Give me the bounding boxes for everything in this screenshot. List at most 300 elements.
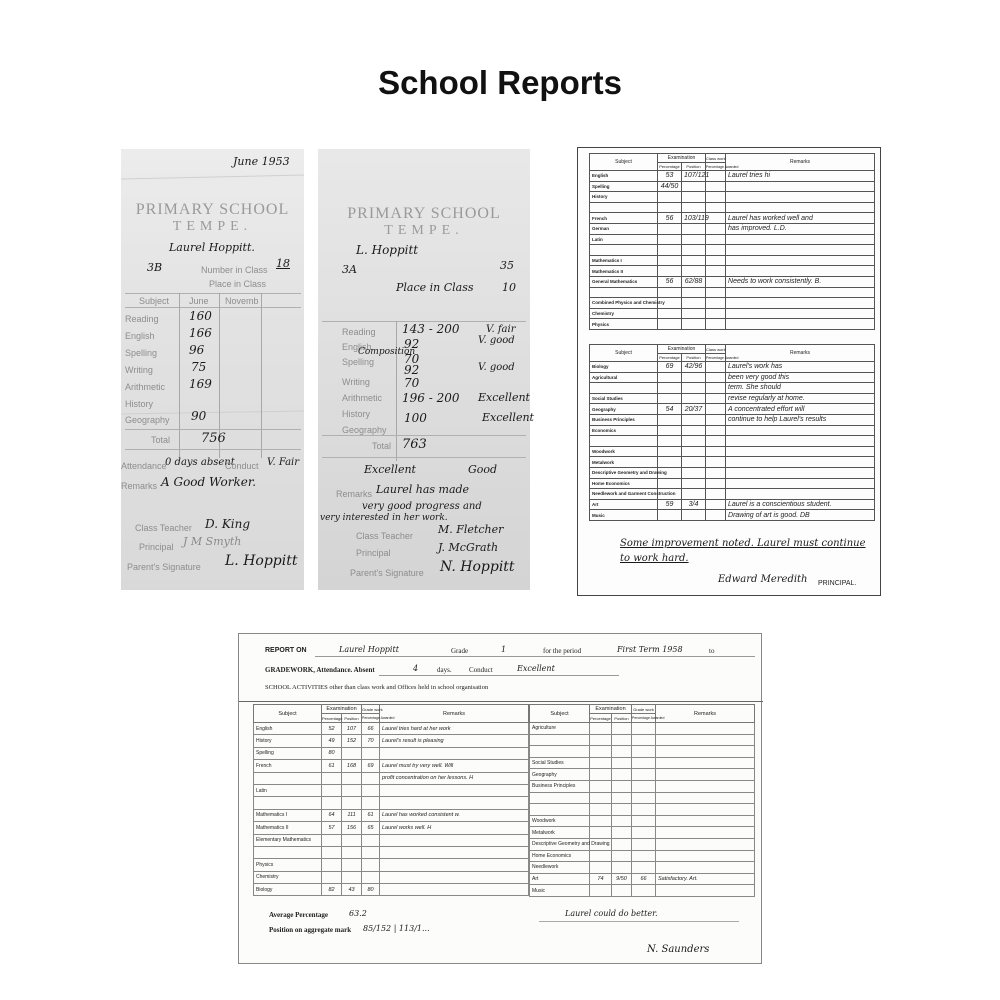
remarks-cell [380,884,529,896]
subject-history: History [342,409,371,419]
subject-cell: Mathematics I [254,809,322,821]
principal-signature: Edward Meredith [718,574,808,585]
class-teacher-signature: D. King [205,517,251,531]
class-work-cell [706,234,726,245]
class-work-cell [706,414,726,425]
subject-header: Subject [530,705,590,723]
mark-spelling: 92 [404,363,420,377]
grade-work-header: Grade work [362,706,383,712]
grade-report-1958 [238,633,762,964]
remarks-cell: Laurel has worked consistent w. [380,809,529,821]
table-row [590,404,875,415]
remarks-cell: Laurel's result is pleasing [380,735,529,747]
position-cell [612,792,632,804]
grade-english: V. good [478,335,515,346]
class-work-cell [706,181,726,192]
percentage-cell: 53 [658,171,682,182]
position-cell [682,245,706,256]
total-label: Total [151,435,171,445]
right-subject-table [529,704,755,897]
percentage-cell [658,234,682,245]
conduct-value: V. Fair [267,457,300,468]
class-work-cell [706,276,726,287]
class-work-cell [706,425,726,436]
table-row [590,467,875,478]
grade-arithmetic: Excellent [478,391,530,404]
percentage-cell [658,245,682,256]
percentage-cell [322,846,342,858]
grade-work-cell [362,871,380,883]
position-cell: 156 [342,822,362,834]
percentage-header: Percentage [659,164,680,169]
subject-cell: Geography [530,769,590,781]
position-cell [682,467,706,478]
position-cell [682,510,706,521]
subject-reading: Reading [342,327,376,337]
remarks-cell [380,846,529,858]
remarks-cell [726,234,875,245]
position-cell [682,372,706,383]
conduct-label: Conduct [225,461,259,471]
remarks-cell: Laurel has worked well and [726,213,875,224]
subject-cell [590,245,658,256]
remarks-cell [726,436,875,447]
aggregate-position-value: 85/152 | 113/1... [363,924,430,933]
table-row [254,822,529,834]
percentage-cell [590,769,612,781]
subject-cell: Woodwork [530,815,590,827]
position-cell [612,746,632,758]
general-remark-line-1: Some improvement noted. Laurel must continue [620,538,866,549]
table-row [254,871,529,883]
grade-work-cell: 66 [632,873,656,885]
remarks-cell [726,308,875,319]
subject-cell [530,804,590,816]
percentage-cell [590,792,612,804]
class-work-cell [706,308,726,319]
school-name: PRIMARY SCHOOL [135,201,290,218]
remarks-header: Remarks [656,705,755,723]
class-work-cell [706,457,726,468]
mark-geography: 90 [191,409,207,423]
percentage-cell [658,446,682,457]
position-cell [682,287,706,298]
percentage-cell [590,746,612,758]
table-row [590,372,875,383]
class-work-cell [706,319,726,330]
class-work-cell [706,202,726,213]
percentage-cell [658,425,682,436]
primary-report-card-second [318,149,534,590]
page-title: School Reports [378,64,622,101]
percentage-cell: 44/50 [658,181,682,192]
remarks-cell: Laurel's work has [726,362,875,373]
table-row [530,885,755,897]
position-cell [682,319,706,330]
subject-cell: Business Principles [530,780,590,792]
percentage-cell [658,510,682,521]
percentage-cell [322,797,342,809]
subject-cell: Home Economics [530,850,590,862]
mark-english: 92 [404,337,420,351]
grade-work-cell [632,780,656,792]
position-cell [612,734,632,746]
percentage-header: Percentage [322,715,343,721]
mark-writing: 70 [404,376,420,390]
remarks-label: Remarks [336,489,373,499]
position-cell [612,815,632,827]
remarks-cell [726,446,875,457]
percentage-cell [590,723,612,735]
position-cell [682,425,706,436]
remarks-cell: revise regularly at home. [726,393,875,404]
grade-work-header: Grade work [633,706,654,712]
position-cell [342,797,362,809]
table-row [590,393,875,404]
percentage-cell [658,393,682,404]
subject-cell: Physics [590,319,658,330]
table-row [254,747,529,759]
school-town: TEMPE. [384,223,464,238]
parent-signature: N. Hoppitt [440,559,515,575]
grade-work-cell [362,784,380,796]
remarks-header: Remarks [726,345,875,362]
position-cell [612,862,632,874]
grade-work-cell [362,859,380,871]
attendance-label: Attendance [121,461,167,471]
subject-spelling: Spelling [342,357,375,367]
remarks-cell [726,478,875,489]
percentage-cell [658,266,682,277]
position-cell [682,234,706,245]
position-cell [612,850,632,862]
mark-reading: 143 - 200 [402,322,460,336]
grade-value: 3B [147,261,163,274]
remarks-cell [726,192,875,203]
table-row [590,234,875,245]
grade-work-cell: 61 [362,809,380,821]
grade-work-cell [362,797,380,809]
grade-work-cell [632,769,656,781]
subject-cell: History [254,735,322,747]
table-row [590,362,875,373]
general-remark-line-2: to work hard. [620,553,689,564]
mark-spelling: 96 [189,343,205,357]
school-name: PRIMARY SCHOOL [347,205,501,222]
subject-cell: Chemistry [590,308,658,319]
remarks-cell [656,780,755,792]
grade-work-cell: 65 [362,822,380,834]
position-cell [682,181,706,192]
subject-cell: Needlework and Garment Construction [590,489,658,500]
subject-english: English [342,342,372,352]
grade-label: Grade [451,647,469,655]
position-cell: 43 [342,884,362,896]
mark-reading: 160 [189,309,212,323]
table-row [590,425,875,436]
position-cell: 20/37 [682,404,706,415]
remarks-cell [656,792,755,804]
class-work-header: Class work [706,346,726,352]
parent-signature-label: Parent's Signature [350,568,424,578]
remarks-cell: Laurel must try very well. Will [380,760,529,772]
percentage-cell: 59 [658,499,682,510]
mark-arithmetic: 169 [189,377,212,391]
table-row [590,414,875,425]
subject-cell: Needlework [530,862,590,874]
remarks-cell [726,181,875,192]
class-work-cell [706,489,726,500]
percentage-cell: 64 [322,809,342,821]
remarks-cell: profit concentration on her lessons. H [380,772,529,784]
attendance-value: Excellent [364,463,416,476]
gradework-label: GRADEWORK, Attendance. Absent [265,666,375,674]
subject-cell: Mathematics II [590,266,658,277]
subject-cell: English [254,723,322,735]
position-cell [612,723,632,735]
table-row [590,478,875,489]
top-subject-table [589,153,875,330]
percentage-cell [590,734,612,746]
subject-cell: Agriculture [530,723,590,735]
percentage-cell [322,834,342,846]
student-name: Laurel Hoppitt. [169,241,255,254]
table-row [590,457,875,468]
grade-work-cell [632,838,656,850]
final-remark: Laurel could do better. [565,909,658,918]
subject-cell [254,772,322,784]
grade-work-cell [632,827,656,839]
remarks-cell [656,885,755,897]
table-row [530,769,755,781]
table-row [590,287,875,298]
subject-header: Subject [590,345,658,362]
remarks-cell [380,797,529,809]
subject-cell [590,436,658,447]
subject-cell [590,287,658,298]
percentage-cell [590,780,612,792]
principal-label: Principal [356,548,391,558]
table-row [590,192,875,203]
table-row [530,780,755,792]
position-cell [682,255,706,266]
days-label: days. [437,666,452,674]
table-row [254,834,529,846]
position-cell [682,223,706,234]
table-row [590,298,875,309]
number-in-class-value: 35 [500,259,514,272]
subject-cell: Spelling [590,181,658,192]
position-cell: 42/96 [682,362,706,373]
remarks-label: Remarks [121,481,158,491]
remarks-cell [380,747,529,759]
subject-cell: Home Economics [590,478,658,489]
position-cell [682,489,706,500]
subject-cell: French [254,760,322,772]
subject-cell: Metalwork [530,827,590,839]
position-cell [682,457,706,468]
subject-cell: Combined Physics and Chemistry [590,298,658,309]
table-row [254,735,529,747]
remarks-cell: term. She should [726,383,875,394]
subject-cell [254,846,322,858]
percentage-cell: 57 [322,822,342,834]
subject-cell: Art [530,873,590,885]
position-cell: 107 [342,723,362,735]
percentage-cell [590,757,612,769]
class-work-cell [706,245,726,256]
table-row [254,846,529,858]
percentage-cell [658,223,682,234]
mark-writing: 75 [191,360,207,374]
table-row [530,827,755,839]
position-cell [342,834,362,846]
percentage-cell [590,815,612,827]
remarks-cell [726,467,875,478]
remarks-cell [726,489,875,500]
table-row [530,873,755,885]
position-cell [342,846,362,858]
composition-label: Composition [358,347,416,357]
position-cell [682,202,706,213]
table-row [590,181,875,192]
subject-cell: Physics [254,859,322,871]
percentage-cell [658,436,682,447]
number-in-class-label: Number in Class [201,265,268,275]
remarks-cell: Laurel is a conscientious student. [726,499,875,510]
remarks-cell [726,425,875,436]
absent-value: 4 [413,664,419,673]
period-label: for the period [543,647,582,655]
subject-cell: Spelling [254,747,322,759]
percentage-cell [322,871,342,883]
grade-work-cell: 80 [362,884,380,896]
examination-header: Examination [590,705,632,714]
grade-work-cell: 70 [362,735,380,747]
position-cell: 103/119 [682,213,706,224]
percentage-cell: 82 [322,884,342,896]
table-row [590,202,875,213]
class-work-cell [706,446,726,457]
remarks-cell: continue to help Laurel's results [726,414,875,425]
aggregate-position-label: Position on aggregate mark [269,926,352,934]
table-row [530,723,755,735]
position-cell [612,827,632,839]
table-row [590,245,875,256]
subject-cell: Social Studies [530,757,590,769]
class-work-cell [706,372,726,383]
grade-history: Excellent [482,411,534,424]
remarks-cell [726,298,875,309]
subject-cell: Descriptive Geometry and Drawing [590,467,658,478]
percentage-cell: 61 [322,760,342,772]
position-cell: 9/50 [612,873,632,885]
subject-cell [590,383,658,394]
table-row [254,859,529,871]
remarks-cell [726,266,875,277]
table-row [590,436,875,447]
remarks-cell [656,804,755,816]
subject-cell: Biology [590,362,658,373]
subject-cell: Music [530,885,590,897]
percentage-awarded-header: Percentage Awarded [632,714,656,723]
percentage-cell [658,414,682,425]
remarks-cell [656,815,755,827]
table-row [590,499,875,510]
percentage-cell [658,202,682,213]
place-in-class-value: 10 [502,281,516,294]
percentage-cell [322,784,342,796]
subject-cell: Agricultural [590,372,658,383]
grade-work-cell: 69 [362,760,380,772]
subject-header: Subject [590,154,658,171]
school-town: TEMPE. [172,219,253,234]
mark-arithmetic: 196 - 200 [402,391,460,405]
position-cell [682,446,706,457]
remarks-cell: has improved. L.D. [726,223,875,234]
grade-work-cell [362,846,380,858]
class-work-cell [706,499,726,510]
remarks-header: Remarks [726,154,875,171]
number-in-class-value: 18 [276,257,290,270]
primary-report-card-1953 [121,149,304,590]
position-cell: 107/121 [682,171,706,182]
subject-reading: Reading [125,314,159,324]
subject-cell: Descriptive Geometry and Drawing [530,838,590,850]
remarks-cell [380,834,529,846]
mark-english: 166 [189,326,212,340]
examination-header: Examination [658,154,706,163]
position-cell: 168 [342,760,362,772]
percentage-cell [658,308,682,319]
secondary-report-card [577,147,881,596]
subject-cell: Geography [590,404,658,415]
remarks-cell: Laurel tries hard at her work [380,723,529,735]
school-activities-label: SCHOOL ACTIVITIES other than class work and Offices held in school organisation [265,684,489,691]
table-row [590,489,875,500]
subject-cell: Latin [254,784,322,796]
bottom-subject-table [589,344,875,521]
position-header: Position [342,714,362,723]
remarks-cell [726,255,875,266]
position-cell [612,804,632,816]
position-header: Position [682,354,706,362]
percentage-cell [658,478,682,489]
percentage-cell: 69 [658,362,682,373]
table-row [590,223,875,234]
subject-english: English [125,331,155,341]
remarks-cell: Laurel tries hi [726,171,875,182]
principal-signature: J M Smyth [183,535,242,548]
grade-work-cell [362,747,380,759]
table-row [530,746,755,758]
table-row [590,266,875,277]
class-work-cell [706,510,726,521]
remarks-cell [656,850,755,862]
report-on-label: REPORT ON [265,647,307,654]
remarks-line-1: Laurel has made [376,483,470,496]
position-cell: 62/88 [682,276,706,287]
subject-geography: Geography [125,415,170,425]
total-value: 763 [402,437,427,452]
position-cell [342,772,362,784]
subject-cell: Chemistry [254,871,322,883]
class-work-cell [706,362,726,373]
subject-cell: Music [590,510,658,521]
table-row [530,757,755,769]
class-work-cell [706,287,726,298]
remarks-cell [726,319,875,330]
